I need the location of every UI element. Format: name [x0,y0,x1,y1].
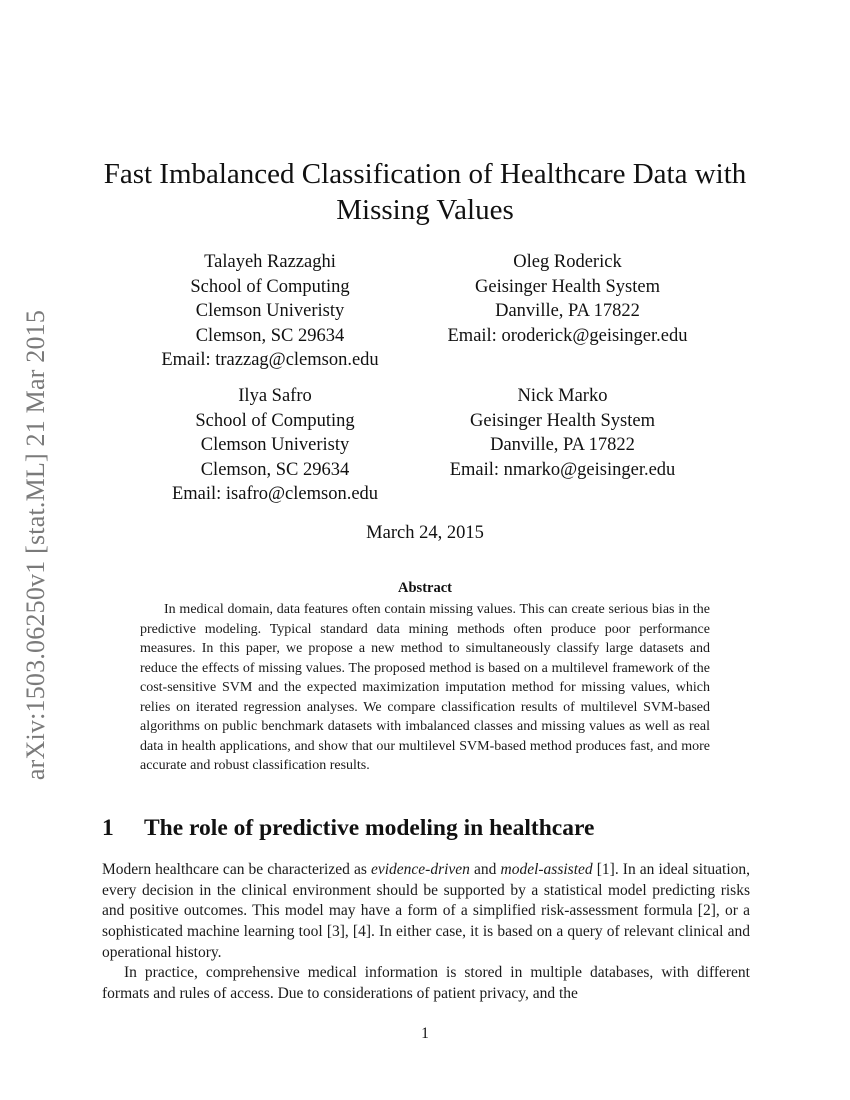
section-title: The role of predictive modeling in healthcare [144,815,595,841]
author-email: Email: oroderick@geisinger.edu [447,325,688,346]
title-line-1: Fast Imbalanced Classification of Healthcare Data with [103,158,747,190]
arxiv-identifier: arXiv:1503.06250v1 [stat.ML] 21 Mar 2015 [21,309,50,781]
page-number: 1 [421,1025,429,1042]
publication-date: March 24, 2015 [366,523,484,543]
author-name: Ilya Safro [238,386,312,406]
author-department: School of Computing [190,276,350,297]
author-email: Email: isafro@clemson.edu [171,484,379,504]
author-location: Clemson, SC 29634 [195,325,345,346]
author-location: Clemson, SC 29634 [200,459,350,480]
author-institution: Geisinger Health System [475,276,660,297]
abstract-heading: Abstract [398,580,452,596]
author-block-2 [425,250,710,348]
author-email: Email: trazzag@clemson.edu [161,350,379,370]
body-paragraph-2: In practice, comprehensive medical information is stored in multiple databases, with different formats and rules of access. Due to considerations of patient privacy, and the [102,964,750,1002]
emphasis-evidence-driven: evidence-driven [370,861,470,878]
author-block-4 [420,384,705,482]
author-name: Oleg Roderick [513,252,622,272]
body-paragraph-1 [102,860,750,964]
emphasis-model-assisted: model-assisted [500,861,593,878]
author-block-3 [130,384,420,507]
author-institution: Geisinger Health System [470,410,655,431]
author-department: School of Computing [195,410,355,431]
paper-title [80,156,770,228]
author-email: Email: nmarko@geisinger.edu [449,459,676,480]
section-number: 1 [102,815,114,841]
para-text: and [469,861,501,878]
author-institution: Clemson Univeristy [200,435,350,455]
author-name: Nick Marko [517,386,608,406]
author-location: Danville, PA 17822 [490,435,635,455]
para-text: [1]. In an ideal situation, every decision in the clinical environment should be supported by a statistical model predicting risks and positive outcomes. This model may have a form of a simplified risk-assessment formula [2], or a sophisticated machine learning tool [3], [4]. In either case, it is based on a query of relevant clinical and operational history. [102,861,751,961]
abstract-text: In medical domain, data features often contain missing values. This can create serious bias in the predictive modeling. Typical standard data mining methods often produce poor performance measures. In this paper, we propose a new method to simultaneously classify large datasets and reduce the effects of missing values. The proposed method is based on a multilevel framework of the cost-sensitive SVM and the expected maximization imputation method for missing values, which relies on iterated regression analyses. We compare classification results of multilevel SVM-based algorithms on public benchmark datasets with imbalanced classes and missing values as well as real data in health applications, and show that our multilevel SVM-based method produces fast, and more accurate and robust classification results. [140,602,710,773]
author-block-1 [130,250,410,373]
title-line-2: Missing Values [336,194,514,226]
author-name: Talayeh Razzaghi [204,252,336,272]
author-location: Danville, PA 17822 [495,301,640,321]
para-text: Modern healthcare can be characterized as [102,861,371,878]
author-institution: Clemson Univeristy [195,301,345,321]
section-heading [102,815,752,842]
